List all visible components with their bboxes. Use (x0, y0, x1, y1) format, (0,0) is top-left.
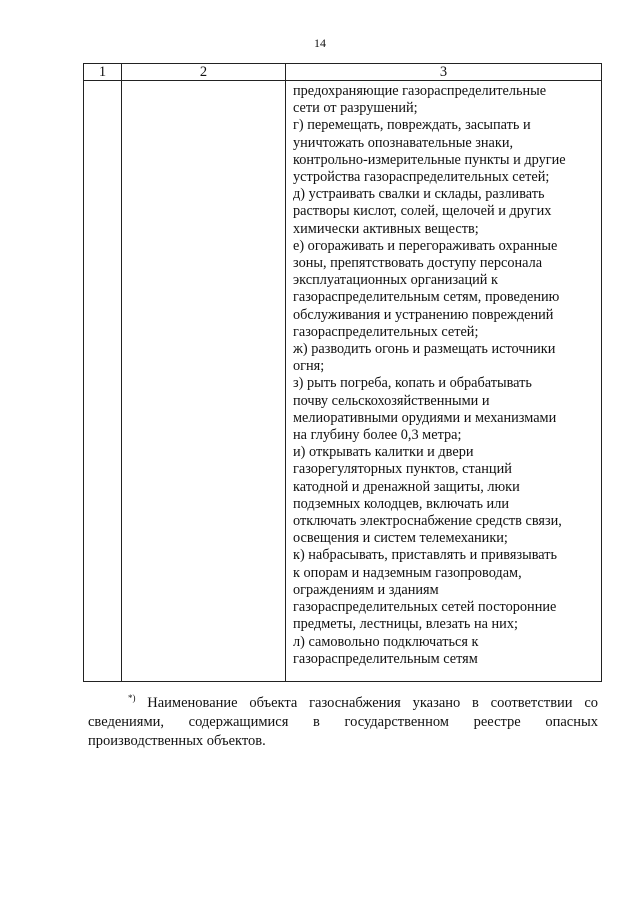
text-line: на глубину более 0,3 метра; (293, 427, 462, 444)
text-line: ограждениям и зданиям (293, 581, 439, 598)
text-line: химически активных веществ; (293, 220, 479, 237)
text-line: е) огораживать и перегораживать охранные (293, 237, 558, 254)
text-line: контрольно-измерительные пункты и другие (293, 151, 566, 168)
footnote-text: Наименование объекта газоснабжения указано в соответствии со сведениями, содержащимися в государственном реестре опасных производственных объектов. (88, 695, 599, 749)
column-header-1: 1 (84, 64, 122, 81)
column-header-3: 3 (286, 64, 602, 81)
cell-column-1 (84, 81, 122, 682)
document-table (83, 63, 602, 682)
text-line: отключать электроснабжение средств связи, (293, 513, 562, 530)
text-line: к) набрасывать, приставлять и привязывать (293, 547, 558, 564)
text-line: обслуживания и устранению повреждений (293, 306, 554, 323)
text-line: зоны, препятствовать доступу персонала (293, 255, 543, 272)
prohibitions-text (286, 81, 601, 668)
text-line: мелиоративными орудиями и механизмами (293, 409, 557, 426)
text-line: устройства газораспределительных сетей; (293, 169, 550, 186)
text-line: растворы кислот, солей, щелочей и других (293, 203, 552, 220)
text-line: газораспределительных сетей; (293, 323, 479, 340)
text-line: л) самовольно подключаться к (293, 633, 479, 650)
table-header-row (84, 64, 602, 81)
text-line: газораспределительным сетям, проведению (293, 289, 560, 306)
text-line: предметы, лестницы, влезать на них; (293, 616, 518, 633)
text-line: газораспределительных сетей посторонние (293, 599, 557, 616)
text-line: д) устраивать свалки и склады, разливать (293, 186, 545, 203)
table-row (84, 81, 602, 682)
text-line: и) открывать калитки и двери (293, 444, 474, 461)
text-line: ж) разводить огонь и размещать источники (293, 341, 556, 358)
text-line: г) перемещать, повреждать, засыпать и (293, 117, 531, 134)
text-line: подземных колодцев, включать или (293, 495, 509, 512)
cell-column-3 (286, 81, 602, 682)
column-header-2: 2 (122, 64, 286, 81)
cell-column-2 (122, 81, 286, 682)
text-line: сети от разрушений; (293, 100, 418, 117)
text-line: газорегуляторных пунктов, станций (293, 461, 512, 478)
text-line: огня; (293, 358, 325, 375)
text-line: з) рыть погреба, копать и обрабатывать (293, 375, 532, 392)
text-line: почву сельскохозяйственными и (293, 392, 490, 409)
text-line: уничтожать опознавательные знаки, (293, 134, 514, 151)
footnote-marker: *) (128, 693, 136, 703)
text-line: газораспределительным сетям (293, 650, 478, 667)
text-line: катодной и дренажной защиты, люки (293, 478, 520, 495)
text-line: предохраняющие газораспределительные (293, 83, 547, 99)
text-line: эксплуатационных организаций к (293, 272, 498, 289)
page-number: 14 (314, 36, 326, 50)
footnote (88, 689, 598, 751)
text-line: к опорам и надземным газопроводам, (293, 564, 522, 581)
text-line: освещения и систем телемеханики; (293, 530, 508, 547)
